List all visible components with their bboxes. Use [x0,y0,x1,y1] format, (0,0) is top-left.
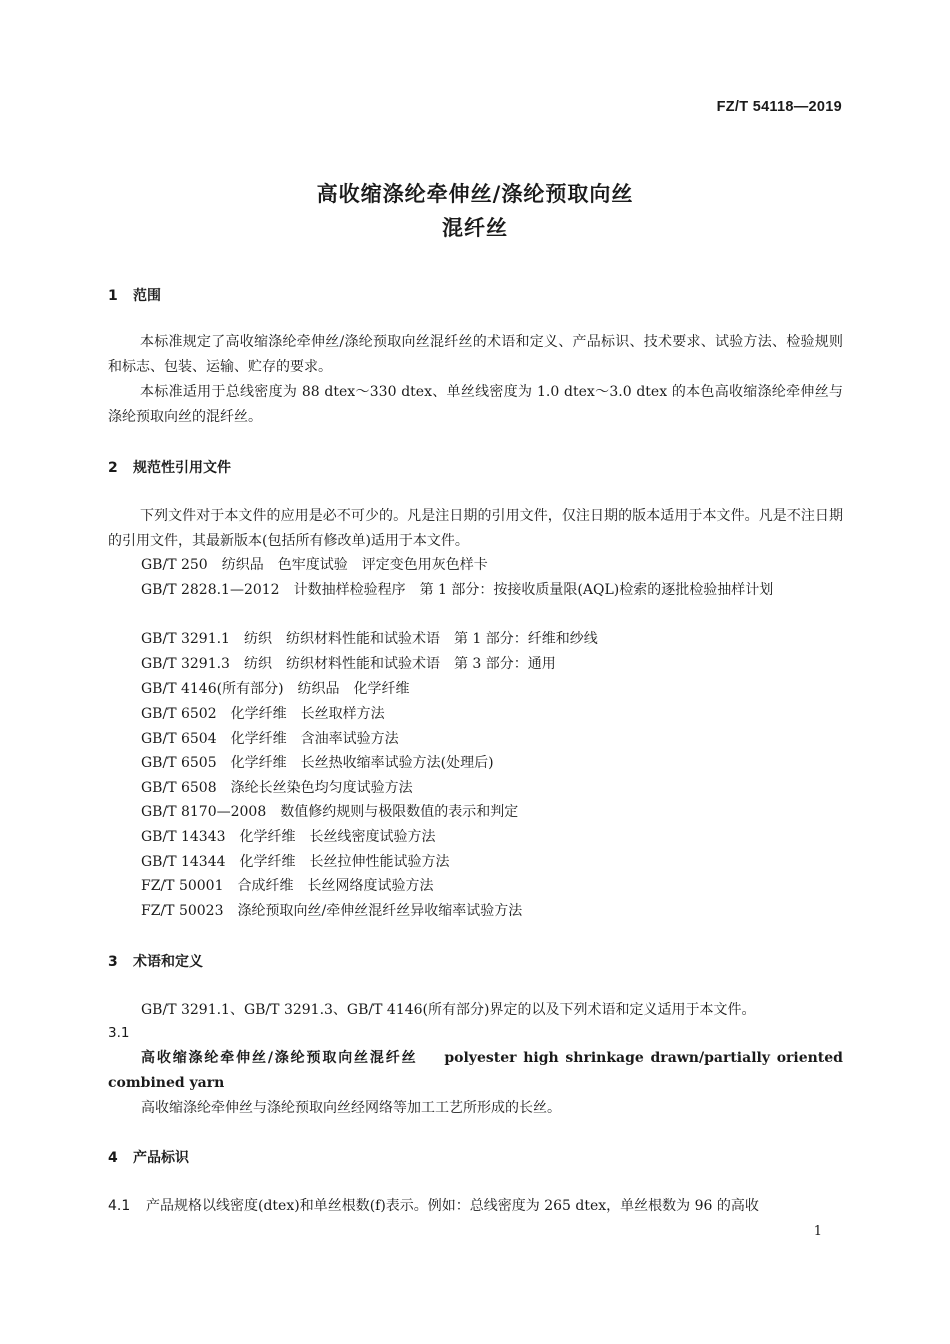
term-english: polyester high shrinkage drawn/partially oriented combined yarn [108,1050,843,1091]
reference-item: GB/T 8170—2008 数值修约规则与极限数值的表示和判定 [141,804,519,820]
section-1-paragraph-1: 本标准规定了高收缩涤纶牵伸丝/涤纶预取向丝混纤丝的术语和定义、产品标识、技术要求、试验方法、检验规则和标志、包装、运输、贮存的要求。 [108,334,843,375]
reference-item: GB/T 14343 化学纤维 长丝线密度试验方法 [141,829,436,845]
section-title: 术语和定义 [133,954,203,970]
page-number: 1 [813,1224,822,1239]
reference-item: FZ/T 50023 涤纶预取向丝/牵伸丝混纤丝异收缩率试验方法 [141,903,523,919]
term-definition: 高收缩涤纶牵伸丝与涤纶预取向丝经网络等加工工艺所形成的长丝。 [141,1100,561,1116]
term-number: 3.1 [108,1025,130,1041]
reference-item: GB/T 6508 涤纶长丝染色均匀度试验方法 [141,780,413,796]
section-3-intro: GB/T 3291.1、GB/T 3291.3、GB/T 4146(所有部分)界定的以及下列术语和定义适用于本文件。 [141,1002,756,1018]
reference-item: FZ/T 50001 合成纤维 长丝网络度试验方法 [141,878,434,894]
subsection-text: 产品规格以线密度(dtex)和单丝根数(f)表示。例如：总线密度为 265 dtex，单丝根数为 96 的高收 [146,1198,759,1214]
section-1-paragraph-2: 本标准适用于总线密度为 88 dtex～330 dtex、单丝线密度为 1.0 dtex～3.0 dtex 的本色高收缩涤纶牵伸丝与涤纶预取向丝的混纤丝。 [108,384,843,425]
subsection-4-1 [108,1194,759,1219]
reference-item: GB/T 4146(所有部分) 纺织品 化学纤维 [141,681,410,697]
section-number: 4 [108,1150,118,1166]
standard-code: FZ/T 54118—2019 [716,99,842,115]
section-1-heading [108,285,161,305]
section-3-heading [108,951,203,971]
reference-item: GB/T 3291.1 纺织 纺织材料性能和试验术语 第 1 部分：纤维和纱线 [141,631,598,647]
section-title: 规范性引用文件 [133,460,231,476]
subsection-number: 4.1 [108,1198,131,1214]
reference-item: GB/T 6505 化学纤维 长丝热收缩率试验方法(处理后) [141,755,494,771]
reference-item: GB/T 6504 化学纤维 含油率试验方法 [141,731,399,747]
section-title: 范围 [133,288,161,304]
section-number: 3 [108,954,118,970]
section-title: 产品标识 [133,1150,189,1166]
term-heading [108,1046,843,1096]
reference-item: GB/T 250 纺织品 色牢度试验 评定变色用灰色样卡 [141,557,488,573]
reference-item: GB/T 14344 化学纤维 长丝拉伸性能试验方法 [141,854,450,870]
document-title-line1: 高收缩涤纶牵伸丝/涤纶预取向丝 [316,182,634,206]
reference-item: GB/T 2828.1—2012 计数抽样检验程序 第 1 部分：按接收质量限(AQL)检索的逐批检验抽样计划 [141,582,774,598]
term-chinese: 高收缩涤纶牵伸丝/涤纶预取向丝混纤丝 [141,1050,418,1066]
document-title-line2: 混纤丝 [442,216,508,240]
reference-item: GB/T 3291.3 纺织 纺织材料性能和试验术语 第 3 部分：通用 [141,656,556,672]
section-4-heading [108,1147,189,1167]
section-number: 1 [108,288,118,304]
section-2-intro: 下列文件对于本文件的应用是必不可少的。凡是注日期的引用文件，仅注日期的版本适用于本文件。凡是不注日期的引用文件，其最新版本(包括所有修改单)适用于本文件。 [108,508,843,549]
section-number: 2 [108,460,118,476]
reference-item: GB/T 6502 化学纤维 长丝取样方法 [141,706,385,722]
section-2-heading [108,457,231,477]
